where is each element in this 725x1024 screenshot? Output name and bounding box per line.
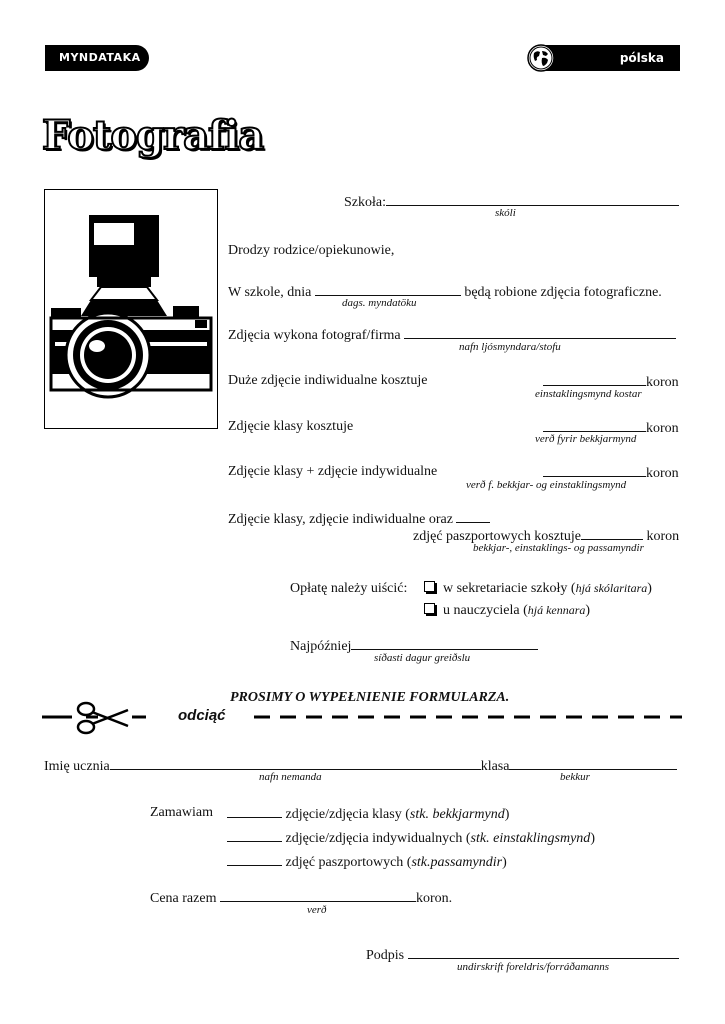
scissors-icon	[72, 700, 132, 736]
class-price-field[interactable]: koron	[543, 419, 679, 437]
combo-price-label: Zdjęcie klasy + zdjęcie indywidualne	[228, 464, 438, 479]
payment-label: Opłatę należy uiścić:	[290, 581, 408, 596]
class-price-hint: verð fyrir bekkjarmynd	[535, 433, 637, 445]
full-price-field[interactable]: zdjęć paszportowych kosztuje koron	[413, 529, 680, 544]
individual-price-field[interactable]: koron	[543, 373, 679, 391]
camera-icon	[45, 190, 216, 427]
camera-illustration	[44, 189, 218, 429]
globe-icon	[527, 44, 555, 72]
full-price-hint: bekkjar-, einstaklings- og passamyndir	[473, 542, 644, 554]
cut-dashed-line	[42, 712, 682, 724]
student-name-hint: nafn nemanda	[259, 771, 322, 783]
total-price-hint: verð	[307, 904, 327, 916]
individual-price-label: Duże zdjęcie indiwidualne kosztuje	[228, 373, 428, 388]
passport-count-field[interactable]	[456, 510, 490, 523]
order-label: Zamawiam	[150, 805, 213, 820]
date-hint: dags. myndatöku	[342, 297, 417, 309]
class-hint: bekkur	[560, 771, 590, 783]
photographer-hint: nafn ljósmyndara/stofu	[459, 341, 561, 353]
total-price-field[interactable]: Cena razem koron.	[150, 891, 453, 906]
language-tab-left: MYNDATAKA	[45, 45, 149, 71]
order-item-class[interactable]: zdjęcie/zdjęcia klasy (stk. bekkjarmynd)	[227, 805, 509, 823]
school-hint: skóli	[495, 207, 516, 219]
individual-price-hint: einstaklingsmynd kostar	[535, 388, 642, 400]
page-title: Fotografia	[42, 112, 264, 159]
cut-label: odciąć	[178, 707, 226, 724]
class-field[interactable]	[509, 757, 677, 770]
school-label: Szkoła:	[344, 195, 386, 210]
combo-price-hint: verð f. bekkjar- og einstaklingsmynd	[466, 479, 627, 491]
order-item-passport[interactable]: zdjęć paszportowych (stk.passamyndir)	[227, 853, 507, 871]
checkbox-teacher[interactable]	[424, 603, 435, 614]
student-name-field[interactable]: Imię ucznia klasa	[44, 757, 677, 775]
combo-price-field[interactable]: koron	[543, 464, 679, 482]
order-item-individual[interactable]: zdjęcie/zdjęcia indywidualnych (stk. einstaklingsmynd)	[227, 829, 595, 847]
payment-option-teacher[interactable]: u nauczyciela (hjá kennara)	[424, 603, 590, 619]
greeting: Drodzy rodzice/opiekunowie,	[228, 243, 395, 258]
full-price-label-1: Zdjęcie klasy, zdjęcie indiwidualne oraz	[228, 510, 490, 528]
deadline-field[interactable]: Najpóźniej	[290, 637, 538, 655]
signature-field[interactable]: Podpis	[366, 946, 679, 964]
payment-option-secretary[interactable]: w sekretariacie szkoły (hjá skólaritara)	[424, 581, 652, 597]
class-label: klasa	[480, 759, 510, 774]
photographer-field[interactable]: Zdjęcia wykona fotograf/firma	[228, 326, 676, 344]
language-tab-right: pólska	[528, 45, 680, 71]
class-price-label: Zdjęcie klasy kosztuje	[228, 419, 354, 434]
deadline-hint: síðasti dagur greiðslu	[374, 652, 471, 664]
fill-form-instruction: PROSIMY O WYPEŁNIENIE FORMULARZA.	[230, 690, 510, 705]
checkbox-secretary[interactable]	[424, 581, 435, 592]
signature-hint: undirskrift foreldris/forráðamanns	[457, 961, 610, 973]
date-field[interactable]: W szkole, dnia będą robione zdjęcia fotograficzne.	[228, 285, 662, 300]
